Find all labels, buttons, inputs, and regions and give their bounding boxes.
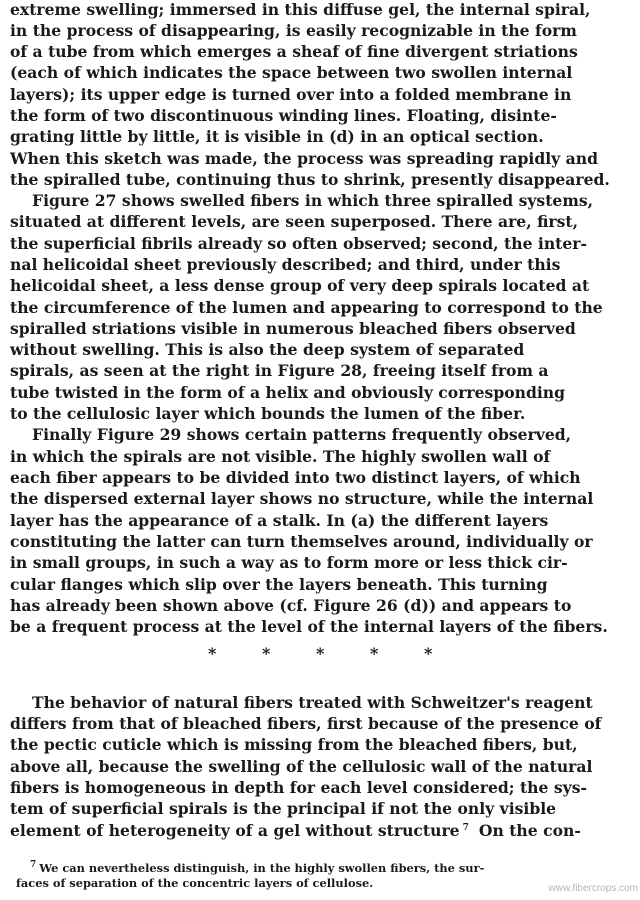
text-line: The behavior of natural fibers treated with Schweitzer's reagent (32, 693, 593, 712)
text-line: differs from that of bleached fibers, first because of the presence of (10, 714, 602, 733)
text-line: situated at different levels, are seen superposed. There are, first, (10, 212, 579, 231)
footnote-text: We can nevertheless distinguish, in the highly swollen fibers, the sur- (39, 861, 485, 875)
text-line: spirals, as seen at the right in Figure 28, freeing itself from a (10, 361, 549, 380)
text-line: grating little by little, it is visible in (d) in an optical section. (10, 127, 544, 146)
text-line: fibers is homogeneous in depth for each level considered; the sys- (10, 778, 587, 797)
separator-star: * (424, 644, 433, 663)
footnote-ref: 7 (462, 822, 469, 833)
text-line: nal helicoidal sheet previously described; and third, under this (10, 255, 561, 274)
section-separator (0, 644, 640, 664)
text-line: the pectic cuticle which is missing from the bleached fibers, but, (10, 735, 578, 754)
footnote-marker: 7 (30, 860, 37, 871)
text-line: to the cellulosic layer which bounds the lumen of the fiber. (10, 404, 526, 423)
watermark: www.fibercrops.com (548, 883, 638, 894)
text-line: the dispersed external layer shows no structure, while the internal (10, 489, 594, 508)
text-line: in which the spirals are not visible. The highly swollen wall of (10, 447, 551, 466)
text-line: helicoidal sheet, a less dense group of very deep spirals located at (10, 276, 590, 295)
separator-star: * (316, 644, 325, 663)
text-line: be a frequent process at the level of the internal layers of the fibers. (10, 617, 608, 636)
text-segment: element of heterogeneity of a gel without structure (10, 821, 460, 840)
text-line: layers); its upper edge is turned over into a folded membrane in (10, 85, 572, 104)
text-line: in the process of disappearing, is easily recognizable in the form (10, 21, 577, 40)
text-line: spiralled striations visible in numerous bleached fibers observed (10, 319, 576, 338)
text-line: the form of two discontinuous winding lines. Floating, disinte- (10, 106, 557, 125)
text-line: constituting the latter can turn themselves around, individually or (10, 532, 593, 551)
text-line: the circumference of the lumen and appearing to correspond to the (10, 298, 603, 317)
text-line (10, 821, 581, 841)
text-line: the spiralled tube, continuing thus to shrink, presently disappeared. (10, 170, 610, 189)
text-line: the superficial fibrils already so often observed; second, the inter- (10, 234, 587, 253)
text-line: has already been shown above (cf. Figure 26 (d)) and appears to (10, 596, 572, 615)
text-line: When this sketch was made, the process was spreading rapidly and (10, 149, 598, 168)
text-line: extreme swelling; immersed in this diffuse gel, the internal spiral, (10, 0, 591, 19)
text-line: Finally Figure 29 shows certain patterns frequently observed, (32, 425, 572, 444)
text-segment: On the con- (478, 821, 581, 840)
text-line: layer has the appearance of a stalk. In (a) the different layers (10, 511, 549, 530)
text-line: (each of which indicates the space between two swollen internal (10, 63, 573, 82)
text-line: tem of superficial spirals is the principal if not the only visible (10, 799, 557, 818)
separator-star: * (262, 644, 271, 663)
text-line: of a tube from which emerges a sheaf of fine divergent striations (10, 42, 578, 61)
text-line: above all, because the swelling of the cellulosic wall of the natural (10, 757, 593, 776)
text-line: tube twisted in the form of a helix and obviously corresponding (10, 383, 566, 402)
footnote-line: faces of separation of the concentric layers of cellulose. (16, 876, 374, 890)
separator-star: * (370, 644, 379, 663)
text-line: Figure 27 shows swelled fibers in which three spiralled systems, (32, 191, 594, 210)
footnote-line (30, 861, 484, 875)
text-line: without swelling. This is also the deep system of separated (10, 340, 525, 359)
text-line: in small groups, in such a way as to form more or less thick cir- (10, 553, 568, 572)
text-line: each fiber appears to be divided into two distinct layers, of which (10, 468, 581, 487)
text-line: cular flanges which slip over the layers beneath. This turning (10, 575, 548, 594)
separator-star: * (208, 644, 217, 663)
